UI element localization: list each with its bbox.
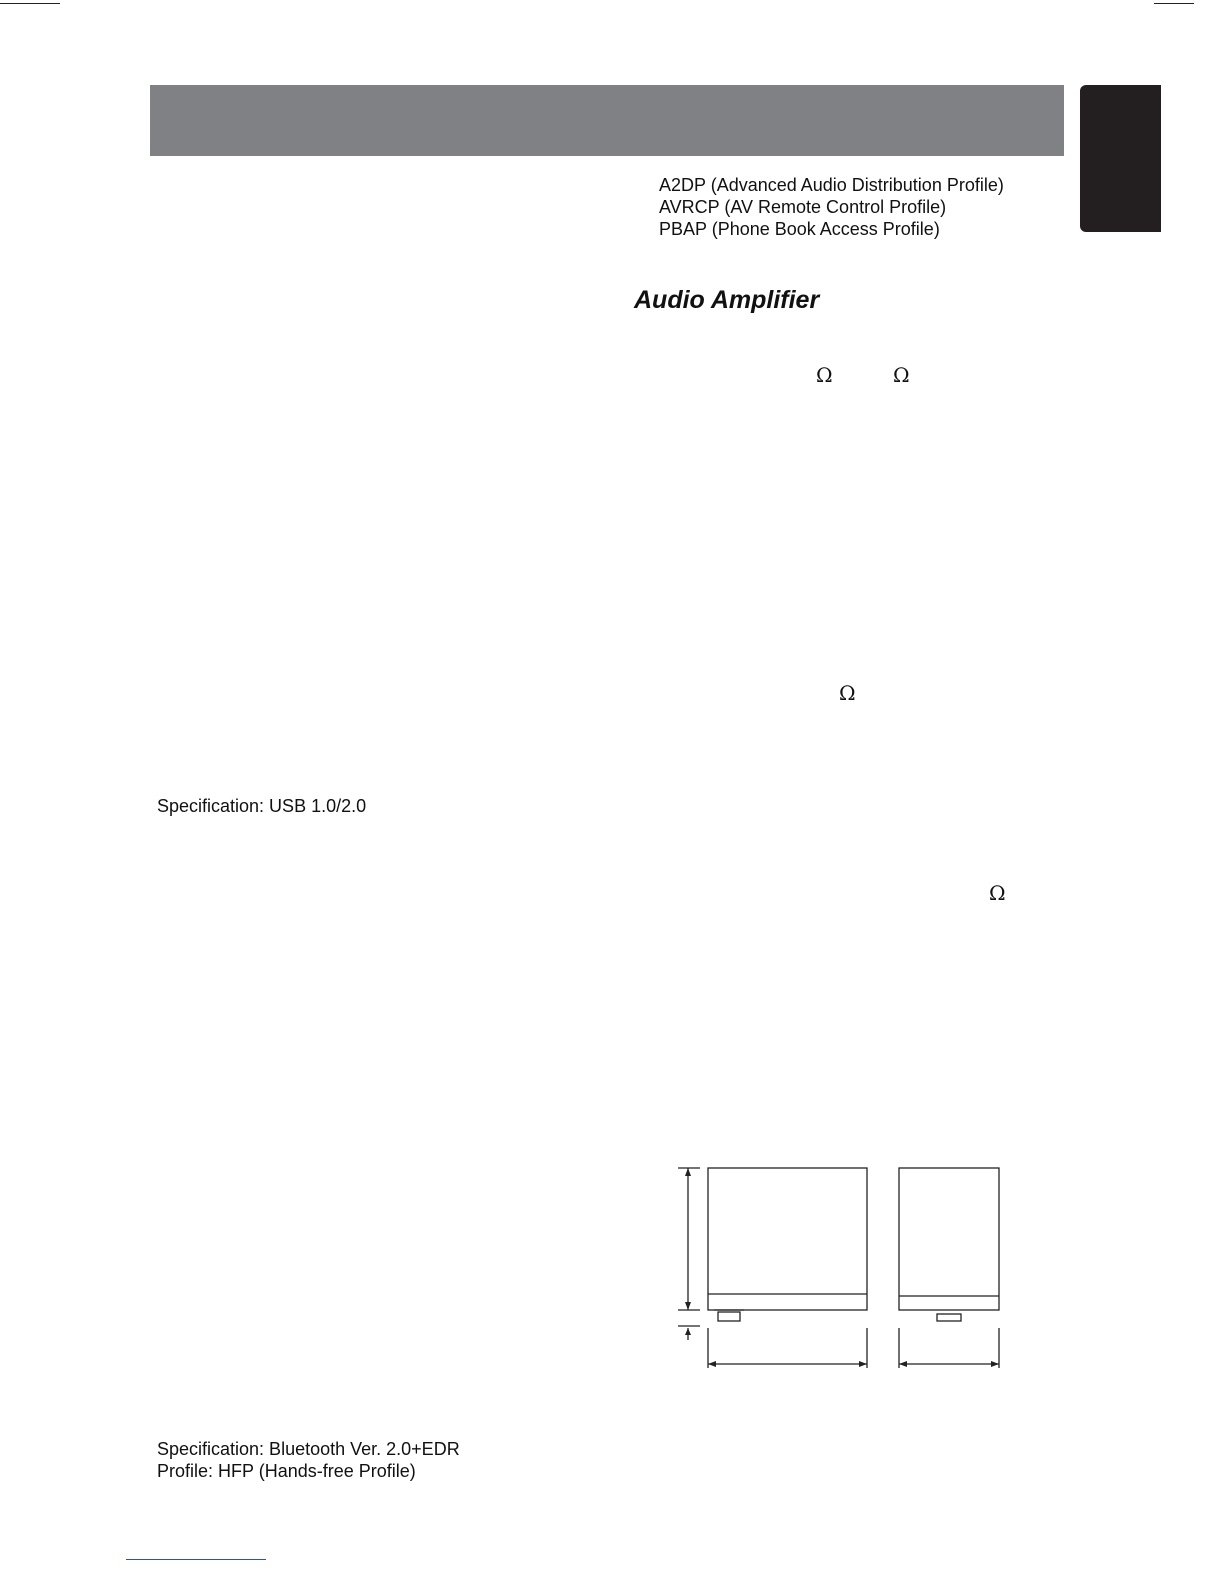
side-view-foot [937,1314,961,1321]
front-view-body [708,1168,867,1310]
omega-symbol: Ω [989,881,1006,905]
bluetooth-profile: Profile: HFP (Hands-free Profile) [157,1461,416,1481]
profile-avrcp: AVRCP (AV Remote Control Profile) [659,197,947,217]
side-view-body [899,1168,999,1310]
profile-pbap: PBAP (Phone Book Access Profile) [659,219,940,239]
arrowhead [899,1361,907,1367]
arrowhead [708,1361,716,1367]
arrowhead [685,1328,691,1335]
bluetooth-specification: Specification: Bluetooth Ver. 2.0+EDR [157,1439,460,1459]
header-band [150,85,1064,156]
omega-symbol: Ω [816,363,833,387]
usb-specification: Specification: USB 1.0/2.0 [157,796,367,816]
profile-a2dp: A2DP (Advanced Audio Distribution Profile) [659,175,1004,195]
arrowhead [685,1168,691,1176]
omega-symbol: Ω [893,363,910,387]
arrowhead [991,1361,999,1367]
footer-rule [126,1559,266,1560]
crop-mark-top-left [0,3,60,4]
front-view-foot [718,1312,740,1321]
language-side-tab [1080,85,1161,232]
omega-symbol: Ω [839,681,856,705]
crop-mark-top-right [1154,3,1194,4]
arrowhead [685,1302,691,1310]
arrowhead [859,1361,867,1367]
dimensions-diagram [670,1160,1010,1375]
audio-amplifier-heading: Audio Amplifier [634,286,820,314]
